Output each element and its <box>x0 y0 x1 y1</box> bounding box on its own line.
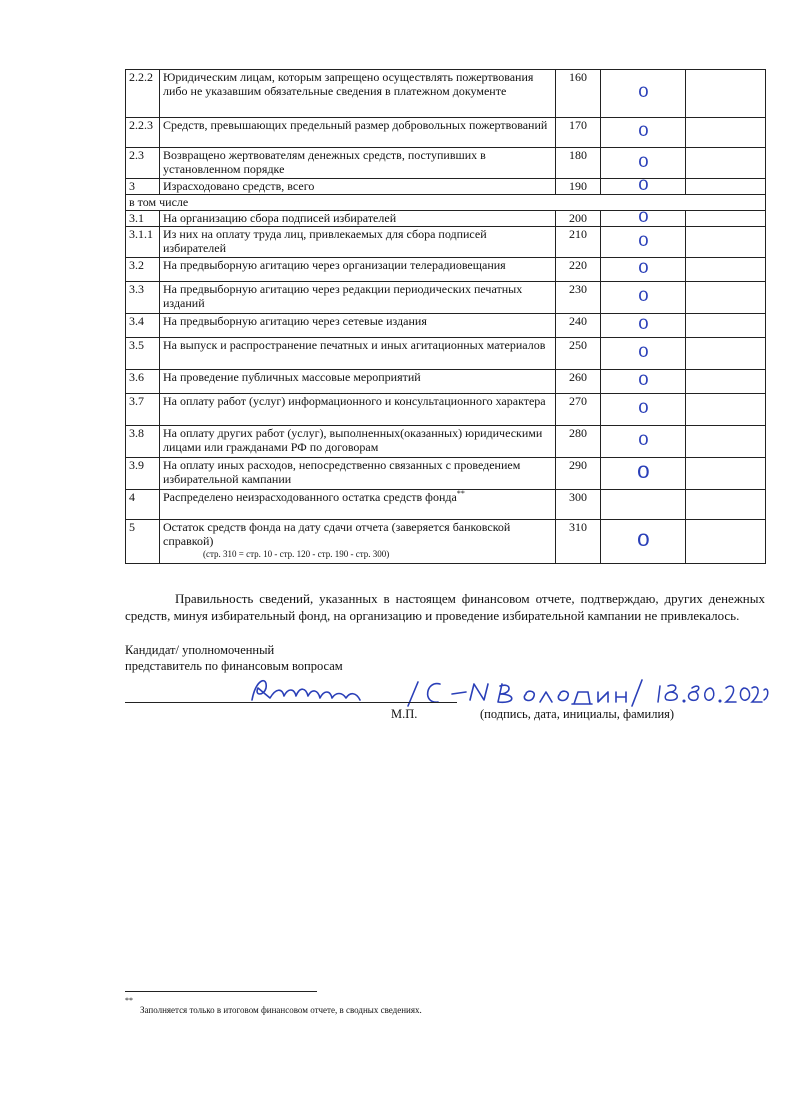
handwritten-value: 0 <box>637 261 649 278</box>
table-row <box>126 211 766 227</box>
stamp-label: М.П. <box>391 707 418 721</box>
table-row <box>126 426 766 458</box>
row-number: 3.8 <box>126 426 160 458</box>
empty-cell <box>686 520 766 564</box>
row-number: 3.4 <box>126 314 160 338</box>
row-code: 300 <box>556 490 601 520</box>
table-row <box>126 227 766 258</box>
row-number: 3.1 <box>126 211 160 227</box>
row-number: 2.2.2 <box>126 70 160 118</box>
handwritten-value: 0 <box>637 178 649 195</box>
empty-cell <box>686 338 766 370</box>
empty-cell <box>686 370 766 394</box>
row-code: 220 <box>556 258 601 282</box>
table-row <box>126 314 766 338</box>
empty-cell <box>686 458 766 490</box>
table-row <box>126 148 766 179</box>
row-code: 240 <box>556 314 601 338</box>
empty-cell <box>686 227 766 258</box>
row-description: На организацию сбора подписей избирателей <box>160 211 556 227</box>
row-number: 5 <box>126 520 160 564</box>
empty-value-cell <box>601 490 686 520</box>
row-number: 3.5 <box>126 338 160 370</box>
row-code: 260 <box>556 370 601 394</box>
table-row <box>126 282 766 314</box>
handwritten-value: 0 <box>637 233 649 250</box>
row-code: 250 <box>556 338 601 370</box>
row-description: На предвыборную агитацию через редакции периодических печатных изданий <box>160 282 556 314</box>
handwritten-value: 0 <box>637 401 649 418</box>
row-code: 280 <box>556 426 601 458</box>
row-number: 3.6 <box>126 370 160 394</box>
row-number: 3.3 <box>126 282 160 314</box>
footnote-text: Заполняется только в итоговом финансовом отчете, в сводных сведениях. <box>140 1005 422 1015</box>
empty-cell <box>686 118 766 148</box>
empty-cell <box>686 490 766 520</box>
handwritten-value: 0 <box>637 210 649 227</box>
empty-cell <box>686 70 766 118</box>
handwritten-value: 0 <box>637 345 649 362</box>
handwritten-value: 0 <box>637 85 649 102</box>
empty-cell <box>686 394 766 426</box>
row-description: Из них на оплату труда лиц, привлекаемых для сбора подписей избирателей <box>160 227 556 258</box>
empty-cell <box>686 314 766 338</box>
row-code: 230 <box>556 282 601 314</box>
row-number: 4 <box>126 490 160 520</box>
table-row <box>126 338 766 370</box>
empty-cell <box>686 211 766 227</box>
row-code: 180 <box>556 148 601 179</box>
handwritten-value: 0 <box>636 531 650 551</box>
handwritten-value: 0 <box>637 433 649 450</box>
handwritten-value: 0 <box>636 463 650 483</box>
row-description: Израсходовано средств, всего <box>160 179 556 195</box>
row-description: На выпуск и распространение печатных и иных агитационных материалов <box>160 338 556 370</box>
row-description: Распределено неизрасходованного остатка средств фонда <box>163 490 457 504</box>
row-code: 270 <box>556 394 601 426</box>
subheader-label: в том числе <box>126 195 766 211</box>
empty-cell <box>686 258 766 282</box>
row-description: Остаток средств фонда на дату сдачи отчета (заверяется банковской справкой) <box>163 520 511 548</box>
signatory-title: Кандидат/ уполномоченный <box>125 643 275 657</box>
confirmation-statement: Правильность сведений, указанных в настоящем финансовом отчете, подтверждаю, других денежных средств, минуя избирательный фонд, на организацию и проведение избирательной кампании не привлекалось. <box>125 591 765 623</box>
handwritten-value: 0 <box>637 154 649 171</box>
table-row <box>126 520 766 564</box>
empty-cell <box>686 179 766 195</box>
row-number: 2.3 <box>126 148 160 179</box>
row-number: 2.2.3 <box>126 118 160 148</box>
footnote-reference: ** <box>456 489 465 498</box>
row-code: 190 <box>556 179 601 195</box>
table-row <box>126 70 766 118</box>
footnote-marker: ** <box>125 996 133 1005</box>
table-row <box>126 118 766 148</box>
row-number: 3.7 <box>126 394 160 426</box>
handwritten-value: 0 <box>637 317 649 334</box>
row-number: 3.2 <box>126 258 160 282</box>
signatory-role: представитель по финансовым вопросам <box>125 659 343 673</box>
row-description: На предвыборную агитацию через сетевые издания <box>160 314 556 338</box>
calculation-note: (стр. 310 = стр. 10 - стр. 120 - стр. 190 - стр. 300) <box>203 549 390 559</box>
row-code: 310 <box>556 520 601 564</box>
row-description: На проведение публичных массовые мероприятий <box>160 370 556 394</box>
row-number: 3.1.1 <box>126 227 160 258</box>
handwritten-value: 0 <box>637 373 649 390</box>
row-description: На оплату иных расходов, непосредственно связанных с проведением избирательной кампании <box>160 458 556 490</box>
financial-report-table <box>125 69 766 564</box>
row-number: 3.9 <box>126 458 160 490</box>
row-description: На оплату других работ (услуг), выполненных(оказанных) юридическими лицами или гражданами РФ по договорам <box>160 426 556 458</box>
row-code: 290 <box>556 458 601 490</box>
footnote-separator <box>125 991 317 992</box>
row-number: 3 <box>126 179 160 195</box>
empty-cell <box>686 148 766 179</box>
row-code: 210 <box>556 227 601 258</box>
handwritten-value: 0 <box>637 289 649 306</box>
empty-cell <box>686 282 766 314</box>
row-description: На оплату работ (услуг) информационного и консультационного характера <box>160 394 556 426</box>
row-code: 200 <box>556 211 601 227</box>
row-code: 160 <box>556 70 601 118</box>
table-row <box>126 179 766 195</box>
subheader-row <box>126 195 766 211</box>
table-row <box>126 394 766 426</box>
table-row <box>126 490 766 520</box>
row-description: Средств, превышающих предельный размер добровольных пожертвований <box>160 118 556 148</box>
row-description: Возвращено жертвователям денежных средств, поступивших в установленном порядке <box>160 148 556 179</box>
signature-caption: (подпись, дата, инициалы, фамилия) <box>480 707 675 721</box>
row-description: На предвыборную агитацию через организации телерадиовещания <box>160 258 556 282</box>
handwritten-signature <box>240 670 770 710</box>
row-code: 170 <box>556 118 601 148</box>
handwritten-value: 0 <box>637 124 649 141</box>
table-row <box>126 458 766 490</box>
signature-line <box>125 702 457 703</box>
row-description: Юридическим лицам, которым запрещено осуществлять пожертвования либо не указавшим обязательные сведения в платежном документе <box>160 70 556 118</box>
table-row <box>126 370 766 394</box>
table-row <box>126 258 766 282</box>
empty-cell <box>686 426 766 458</box>
